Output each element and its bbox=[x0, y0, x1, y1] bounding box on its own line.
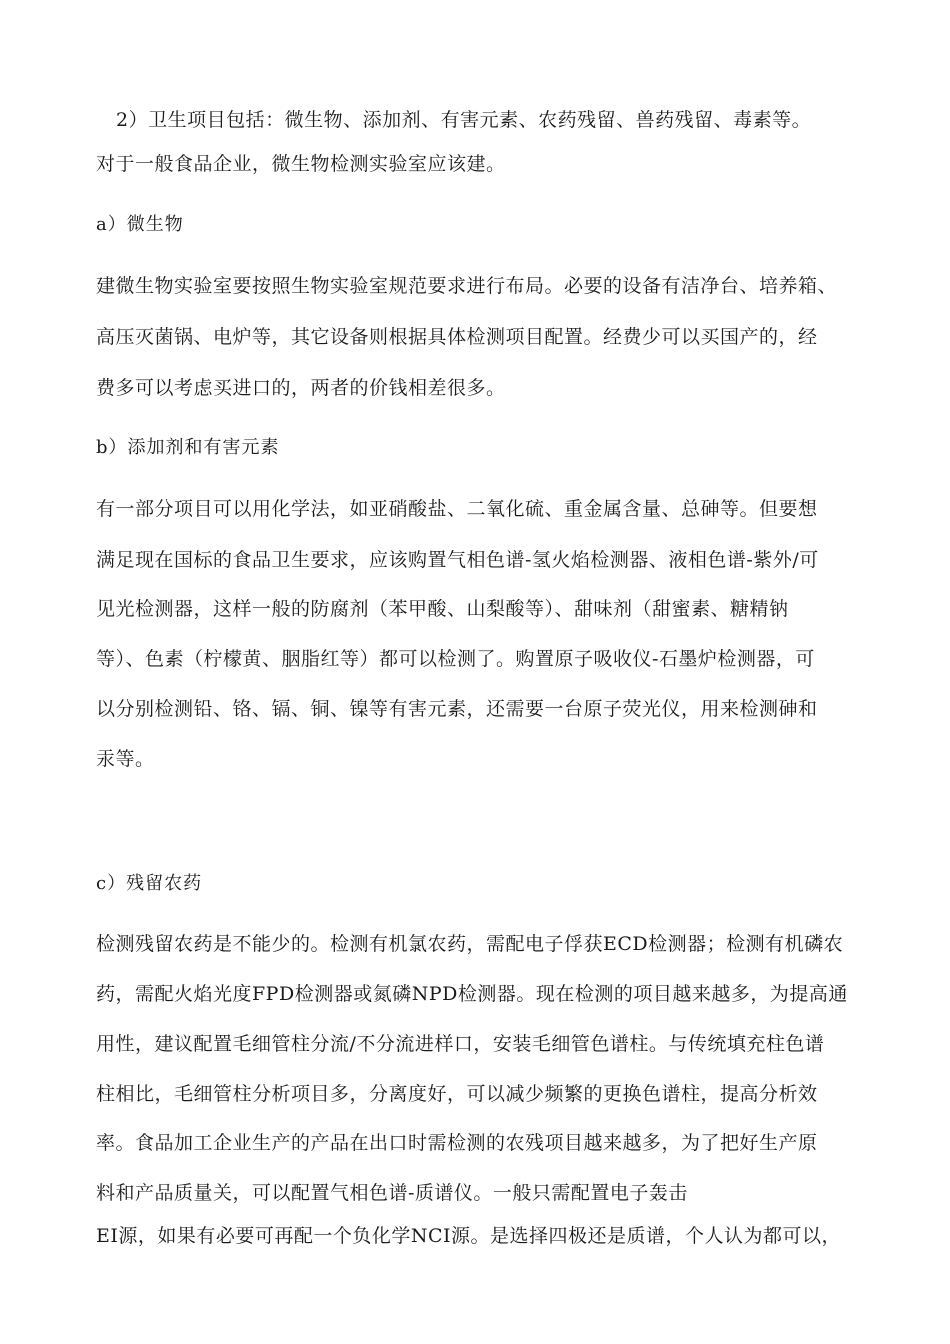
section-c-line-1: 检测残留农药是不能少的。检测有机氯农药，需配电子俘获ECD检测器；检测有机磷农 bbox=[96, 933, 844, 955]
section-a-heading: a）微生物 bbox=[96, 214, 184, 235]
intro-line-1: 2）卫生项目包括：微生物、添加剂、有害元素、农药残留、兽药残留、毒素等。 bbox=[116, 109, 812, 131]
section-b-line-6: 汞等。 bbox=[96, 748, 155, 770]
section-b-line-3: 见光检测器，这样一般的防腐剂（苯甲酸、山梨酸等）、甜味剂（甜蜜素、糖精钠 bbox=[96, 598, 789, 620]
section-b-line-2: 满足现在国标的食品卫生要求，应该购置气相色谱-氢火焰检测器、液相色谱-紫外/可 bbox=[96, 549, 819, 571]
section-b-line-1: 有一部分项目可以用化学法，如亚硝酸盐、二氧化硫、重金属含量、总砷等。但要想 bbox=[96, 498, 818, 520]
section-c-line-3: 用性，建议配置毛细管柱分流/不分流进样口，安装毛细管色谱柱。与传统填充柱色谱 bbox=[96, 1033, 825, 1055]
section-c-line-6: 料和产品质量关，可以配置气相色谱-质谱仪。一般只需配置电子轰击 bbox=[96, 1182, 688, 1204]
section-b-line-5: 以分别检测铅、铬、镉、铜、镍等有害元素，还需要一台原子荧光仪，用来检测砷和 bbox=[96, 698, 818, 720]
intro-line-2: 对于一般食品企业，微生物检测实验室应该建。 bbox=[96, 153, 506, 175]
section-c-line-4: 柱相比，毛细管柱分析项目多，分离度好，可以减少频繁的更换色谱柱，提高分析效 bbox=[96, 1083, 818, 1105]
section-c-line-2: 药，需配火焰光度FPD检测器或氮磷NPD检测器。现在检测的项目越来越多，为提高通 bbox=[96, 983, 848, 1005]
section-a-line-2: 高压灭菌锅、电炉等，其它设备则根据具体检测项目配置。经费少可以买国产的，经 bbox=[96, 326, 818, 348]
section-c-line-5: 率。食品加工企业生产的产品在出口时需检测的农残项目越来越多，为了把好生产原 bbox=[96, 1132, 818, 1154]
section-a-line-1: 建微生物实验室要按照生物实验室规范要求进行布局。必要的设备有洁净台、培养箱、 bbox=[96, 275, 838, 297]
section-a-line-3: 费多可以考虑买进口的，两者的价钱相差很多。 bbox=[96, 377, 506, 399]
section-b-line-4: 等）、色素（柠檬黄、胭脂红等）都可以检测了。购置原子吸收仪-石墨炉检测器，可 bbox=[96, 648, 815, 670]
section-b-heading: b）添加剂和有害元素 bbox=[96, 437, 280, 458]
section-c-line-7: EI源，如果有必要可再配一个负化学NCI源。是选择四极还是质谱，个人认为都可以， bbox=[96, 1225, 842, 1247]
section-c-heading: c）残留农药 bbox=[96, 873, 203, 894]
